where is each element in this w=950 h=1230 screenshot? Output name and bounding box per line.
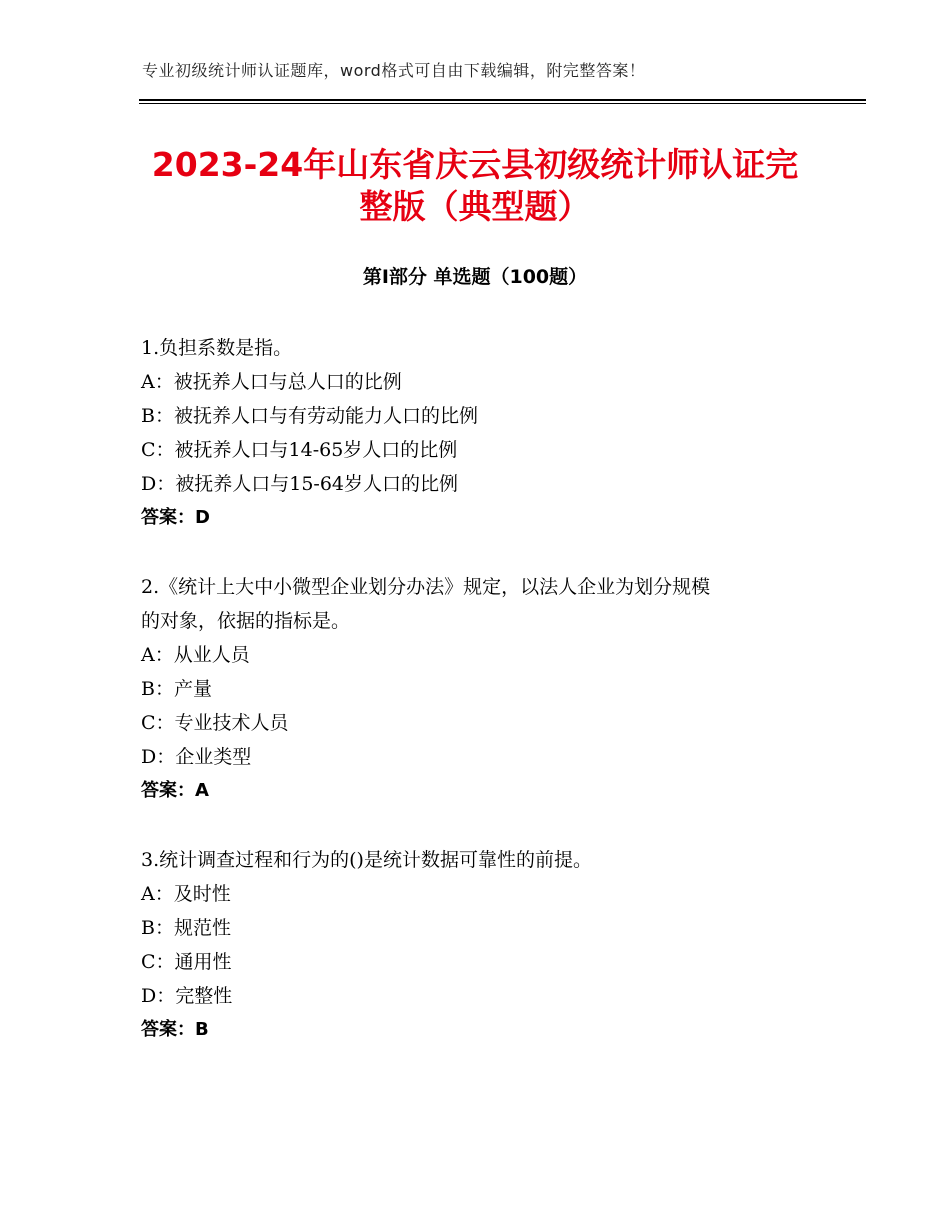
option-c: C：专业技术人员	[141, 712, 289, 734]
option-c: C：被抚养人口与14-65岁人口的比例	[141, 439, 458, 461]
question-1	[141, 331, 811, 535]
question-list	[141, 331, 811, 1082]
header-rule-thin	[139, 103, 866, 104]
option-b: B：规范性	[141, 917, 231, 939]
question-stem: 1.负担系数是指。	[141, 337, 293, 359]
option-d: D：完整性	[141, 985, 233, 1007]
question-stem: 3.统计调查过程和行为的()是统计数据可靠性的前提。	[141, 849, 592, 871]
option-d: D：被抚养人口与15-64岁人口的比例	[141, 473, 459, 495]
option-a: A：从业人员	[141, 644, 250, 666]
answer: 答案：B	[141, 1019, 209, 1040]
question-stem-line-2: 的对象，依据的指标是。	[141, 610, 351, 632]
option-a: A：及时性	[141, 883, 231, 905]
question-stem-line-1: 2.《统计上大中小微型企业划分办法》规定，以法人企业为划分规模	[141, 576, 711, 598]
document-title	[100, 144, 850, 228]
page-header: 专业初级统计师认证题库，word格式可自由下载编辑，附完整答案！	[142, 61, 646, 80]
section-heading: 第Ⅰ部分 单选题（100题）	[362, 266, 588, 288]
title-line-2: 整版（典型题）	[359, 187, 591, 226]
answer: 答案：D	[141, 507, 210, 528]
option-d: D：企业类型	[141, 746, 252, 768]
option-b: B：产量	[141, 678, 212, 700]
header-rule-thick	[139, 99, 866, 101]
option-b: B：被抚养人口与有劳动能力人口的比例	[141, 405, 478, 427]
title-line-1: 2023-24年山东省庆云县初级统计师认证完	[151, 145, 799, 184]
question-2	[141, 570, 811, 808]
question-3	[141, 843, 811, 1047]
option-c: C：通用性	[141, 951, 232, 973]
option-a: A：被抚养人口与总人口的比例	[141, 371, 402, 393]
answer: 答案：A	[141, 780, 209, 801]
